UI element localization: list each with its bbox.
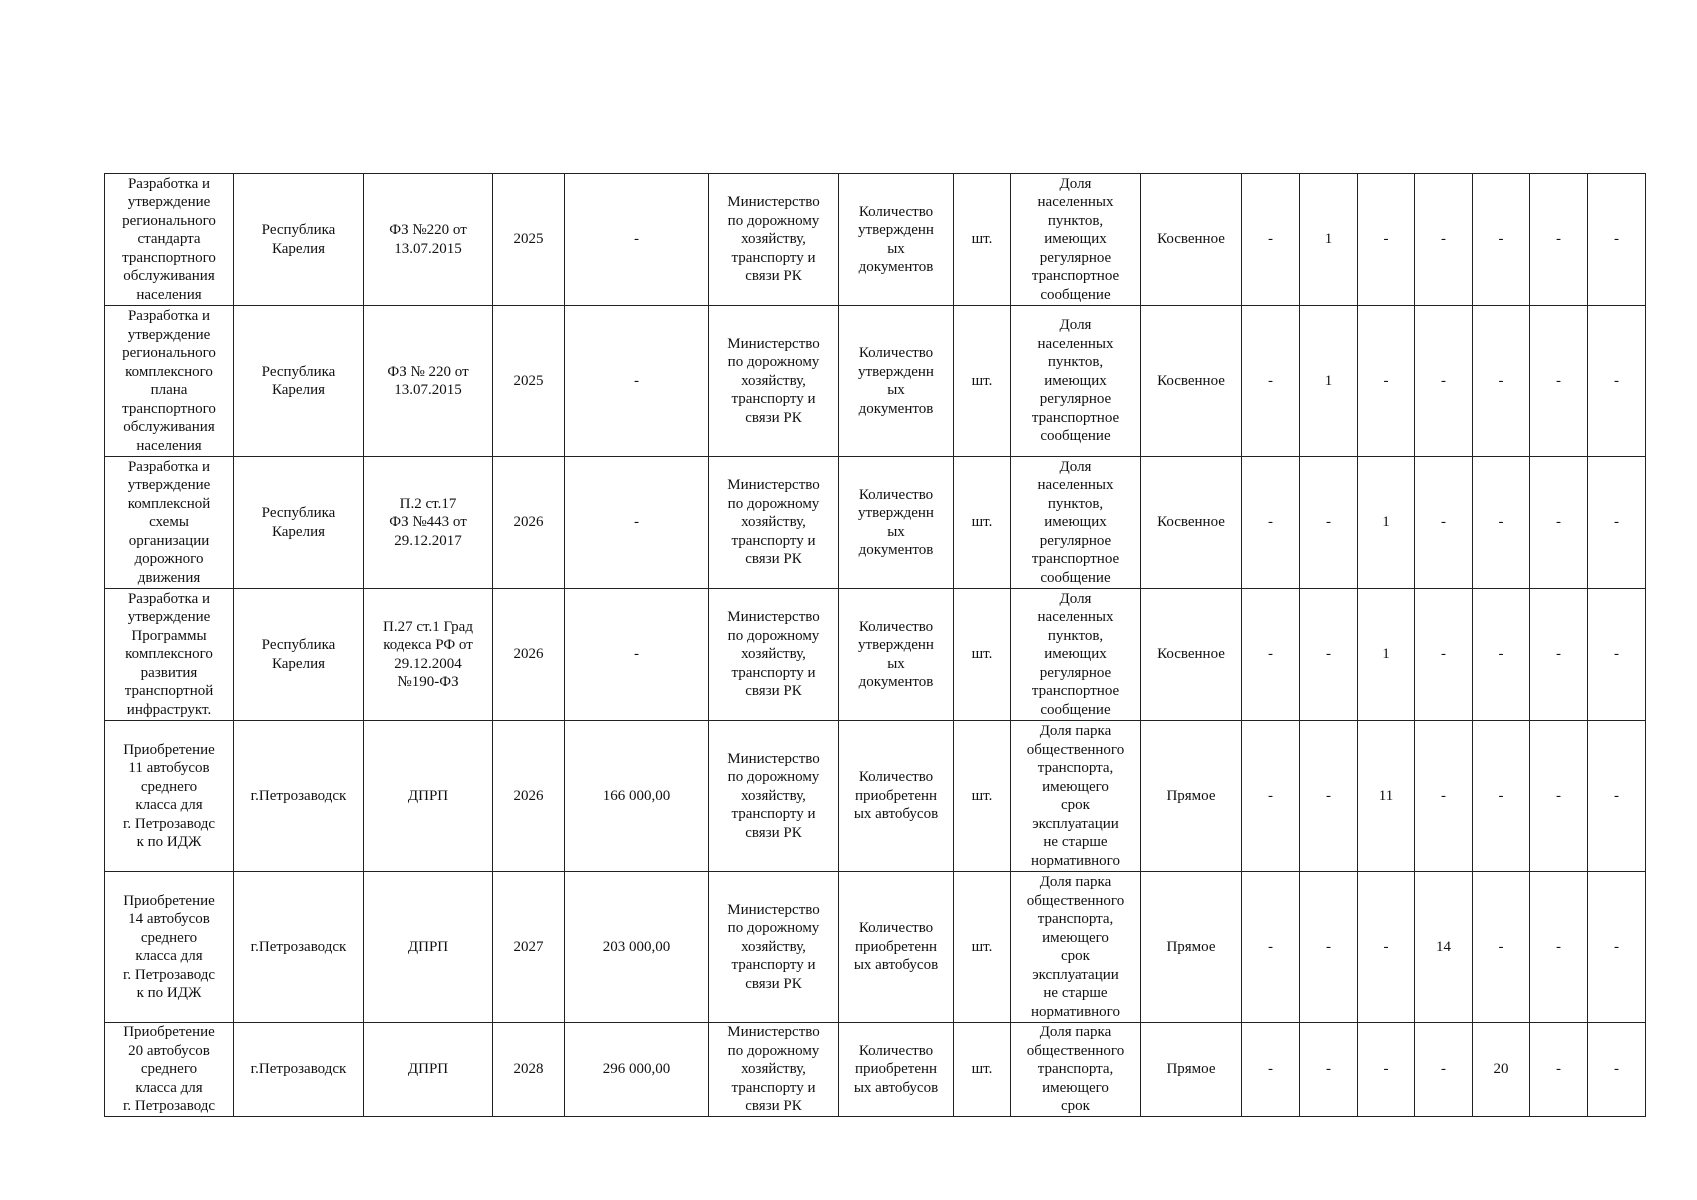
impact-cell: Косвенное (1141, 174, 1242, 306)
year-value-cell: - (1300, 721, 1358, 872)
year-value-cell: - (1242, 174, 1300, 306)
territory-cell: Республика Карелия (234, 589, 364, 721)
measure-name-cell: Приобретение 20 автобусов среднего класса для г. Петрозаводс (105, 1023, 234, 1117)
year-value-cell: - (1300, 589, 1358, 721)
year-value-cell: - (1473, 457, 1530, 589)
year-value-cell: - (1358, 1023, 1415, 1117)
territory-cell: г.Петрозаводск (234, 1023, 364, 1117)
cost-cell: 296 000,00 (565, 1023, 709, 1117)
target-indicator-cell: Доля населенных пунктов, имеющих регулярное транспортное сообщение (1011, 589, 1141, 721)
year-value-cell: - (1358, 306, 1415, 457)
year-value-cell: - (1300, 457, 1358, 589)
year-value-cell: 1 (1358, 589, 1415, 721)
unit-cell: шт. (954, 872, 1011, 1023)
target-indicator-cell: Доля парка общественного транспорта, имеющего срок (1011, 1023, 1141, 1117)
year-value-cell: - (1242, 872, 1300, 1023)
indicator-cell: Количество утвержденн ых документов (839, 589, 954, 721)
target-indicator-cell: Доля парка общественного транспорта, имеющего срок эксплуатации не старше нормативного (1011, 721, 1141, 872)
year-value-cell: - (1415, 457, 1473, 589)
indicator-cell: Количество утвержденн ых документов (839, 306, 954, 457)
executor-cell: Министерство по дорожному хозяйству, транспорту и связи РК (709, 174, 839, 306)
executor-cell: Министерство по дорожному хозяйству, транспорту и связи РК (709, 721, 839, 872)
year-value-cell: - (1530, 1023, 1588, 1117)
year-value-cell: - (1530, 589, 1588, 721)
impact-cell: Косвенное (1141, 589, 1242, 721)
year-value-cell: - (1588, 872, 1646, 1023)
executor-cell: Министерство по дорожному хозяйству, транспорту и связи РК (709, 457, 839, 589)
cost-cell: - (565, 457, 709, 589)
year-cell: 2025 (493, 174, 565, 306)
measure-name-cell: Приобретение 11 автобусов среднего класса для г. Петрозаводс к по ИДЖ (105, 721, 234, 872)
year-value-cell: - (1415, 589, 1473, 721)
indicator-cell: Количество приобретенн ых автобусов (839, 721, 954, 872)
year-value-cell: 1 (1358, 457, 1415, 589)
year-value-cell: 11 (1358, 721, 1415, 872)
legal-basis-cell: П.2 ст.17 ФЗ №443 от 29.12.2017 (364, 457, 493, 589)
measure-name-cell: Приобретение 14 автобусов среднего класса для г. Петрозаводс к по ИДЖ (105, 872, 234, 1023)
cost-cell: 166 000,00 (565, 721, 709, 872)
table-row (105, 457, 1646, 589)
year-value-cell: - (1473, 589, 1530, 721)
cost-cell: - (565, 589, 709, 721)
unit-cell: шт. (954, 1023, 1011, 1117)
table-row (105, 872, 1646, 1023)
territory-cell: Республика Карелия (234, 174, 364, 306)
year-value-cell: - (1530, 174, 1588, 306)
target-indicator-cell: Доля населенных пунктов, имеющих регулярное транспортное сообщение (1011, 457, 1141, 589)
legal-basis-cell: ФЗ № 220 от 13.07.2015 (364, 306, 493, 457)
executor-cell: Министерство по дорожному хозяйству, транспорту и связи РК (709, 872, 839, 1023)
measures-table (104, 173, 1646, 1117)
year-value-cell: - (1415, 1023, 1473, 1117)
year-value-cell: - (1473, 174, 1530, 306)
impact-cell: Косвенное (1141, 457, 1242, 589)
unit-cell: шт. (954, 589, 1011, 721)
measure-name-cell: Разработка и утверждение комплексной схемы организации дорожного движения (105, 457, 234, 589)
indicator-cell: Количество приобретенн ых автобусов (839, 1023, 954, 1117)
year-value-cell: - (1300, 872, 1358, 1023)
measure-name-cell: Разработка и утверждение Программы комплексного развития транспортной инфраструкт. (105, 589, 234, 721)
year-value-cell: - (1415, 306, 1473, 457)
year-cell: 2026 (493, 589, 565, 721)
year-value-cell: - (1530, 457, 1588, 589)
year-value-cell: - (1415, 721, 1473, 872)
cost-cell: - (565, 174, 709, 306)
unit-cell: шт. (954, 306, 1011, 457)
year-value-cell: - (1588, 1023, 1646, 1117)
year-value-cell: - (1588, 306, 1646, 457)
year-value-cell: - (1530, 721, 1588, 872)
year-value-cell: - (1242, 589, 1300, 721)
executor-cell: Министерство по дорожному хозяйству, транспорту и связи РК (709, 306, 839, 457)
measure-name-cell: Разработка и утверждение регионального стандарта транспортного обслуживания населения (105, 174, 234, 306)
legal-basis-cell: ДПРП (364, 1023, 493, 1117)
legal-basis-cell: П.27 ст.1 Град кодекса РФ от 29.12.2004 №190-ФЗ (364, 589, 493, 721)
year-value-cell: - (1588, 174, 1646, 306)
table-row (105, 589, 1646, 721)
territory-cell: Республика Карелия (234, 306, 364, 457)
year-value-cell: - (1358, 872, 1415, 1023)
target-indicator-cell: Доля населенных пунктов, имеющих регулярное транспортное сообщение (1011, 306, 1141, 457)
target-indicator-cell: Доля парка общественного транспорта, имеющего срок эксплуатации не старше нормативного (1011, 872, 1141, 1023)
year-cell: 2028 (493, 1023, 565, 1117)
year-value-cell: - (1588, 589, 1646, 721)
territory-cell: Республика Карелия (234, 457, 364, 589)
measure-name-cell: Разработка и утверждение регионального комплексного плана транспортного обслуживания населения (105, 306, 234, 457)
year-value-cell: - (1588, 457, 1646, 589)
year-value-cell: - (1242, 457, 1300, 589)
year-value-cell: - (1242, 1023, 1300, 1117)
table-row (105, 1023, 1646, 1117)
impact-cell: Прямое (1141, 721, 1242, 872)
cost-cell: 203 000,00 (565, 872, 709, 1023)
impact-cell: Прямое (1141, 872, 1242, 1023)
target-indicator-cell: Доля населенных пунктов, имеющих регулярное транспортное сообщение (1011, 174, 1141, 306)
year-value-cell: - (1358, 174, 1415, 306)
territory-cell: г.Петрозаводск (234, 721, 364, 872)
territory-cell: г.Петрозаводск (234, 872, 364, 1023)
indicator-cell: Количество приобретенн ых автобусов (839, 872, 954, 1023)
impact-cell: Прямое (1141, 1023, 1242, 1117)
year-value-cell: - (1415, 174, 1473, 306)
year-value-cell: - (1473, 721, 1530, 872)
year-value-cell: 20 (1473, 1023, 1530, 1117)
unit-cell: шт. (954, 457, 1011, 589)
year-value-cell: - (1473, 872, 1530, 1023)
year-cell: 2027 (493, 872, 565, 1023)
year-value-cell: - (1300, 1023, 1358, 1117)
legal-basis-cell: ДПРП (364, 721, 493, 872)
year-value-cell: - (1473, 306, 1530, 457)
year-value-cell: - (1530, 306, 1588, 457)
year-value-cell: 14 (1415, 872, 1473, 1023)
year-value-cell: - (1242, 306, 1300, 457)
impact-cell: Косвенное (1141, 306, 1242, 457)
year-value-cell: - (1530, 872, 1588, 1023)
year-cell: 2026 (493, 457, 565, 589)
table-row (105, 174, 1646, 306)
legal-basis-cell: ДПРП (364, 872, 493, 1023)
executor-cell: Министерство по дорожному хозяйству, транспорту и связи РК (709, 589, 839, 721)
year-value-cell: - (1588, 721, 1646, 872)
indicator-cell: Количество утвержденн ых документов (839, 457, 954, 589)
year-value-cell: 1 (1300, 306, 1358, 457)
year-value-cell: 1 (1300, 174, 1358, 306)
table-row (105, 306, 1646, 457)
indicator-cell: Количество утвержденн ых документов (839, 174, 954, 306)
table-row (105, 721, 1646, 872)
year-cell: 2025 (493, 306, 565, 457)
year-cell: 2026 (493, 721, 565, 872)
legal-basis-cell: ФЗ №220 от 13.07.2015 (364, 174, 493, 306)
executor-cell: Министерство по дорожному хозяйству, транспорту и связи РК (709, 1023, 839, 1117)
unit-cell: шт. (954, 721, 1011, 872)
cost-cell: - (565, 306, 709, 457)
year-value-cell: - (1242, 721, 1300, 872)
unit-cell: шт. (954, 174, 1011, 306)
